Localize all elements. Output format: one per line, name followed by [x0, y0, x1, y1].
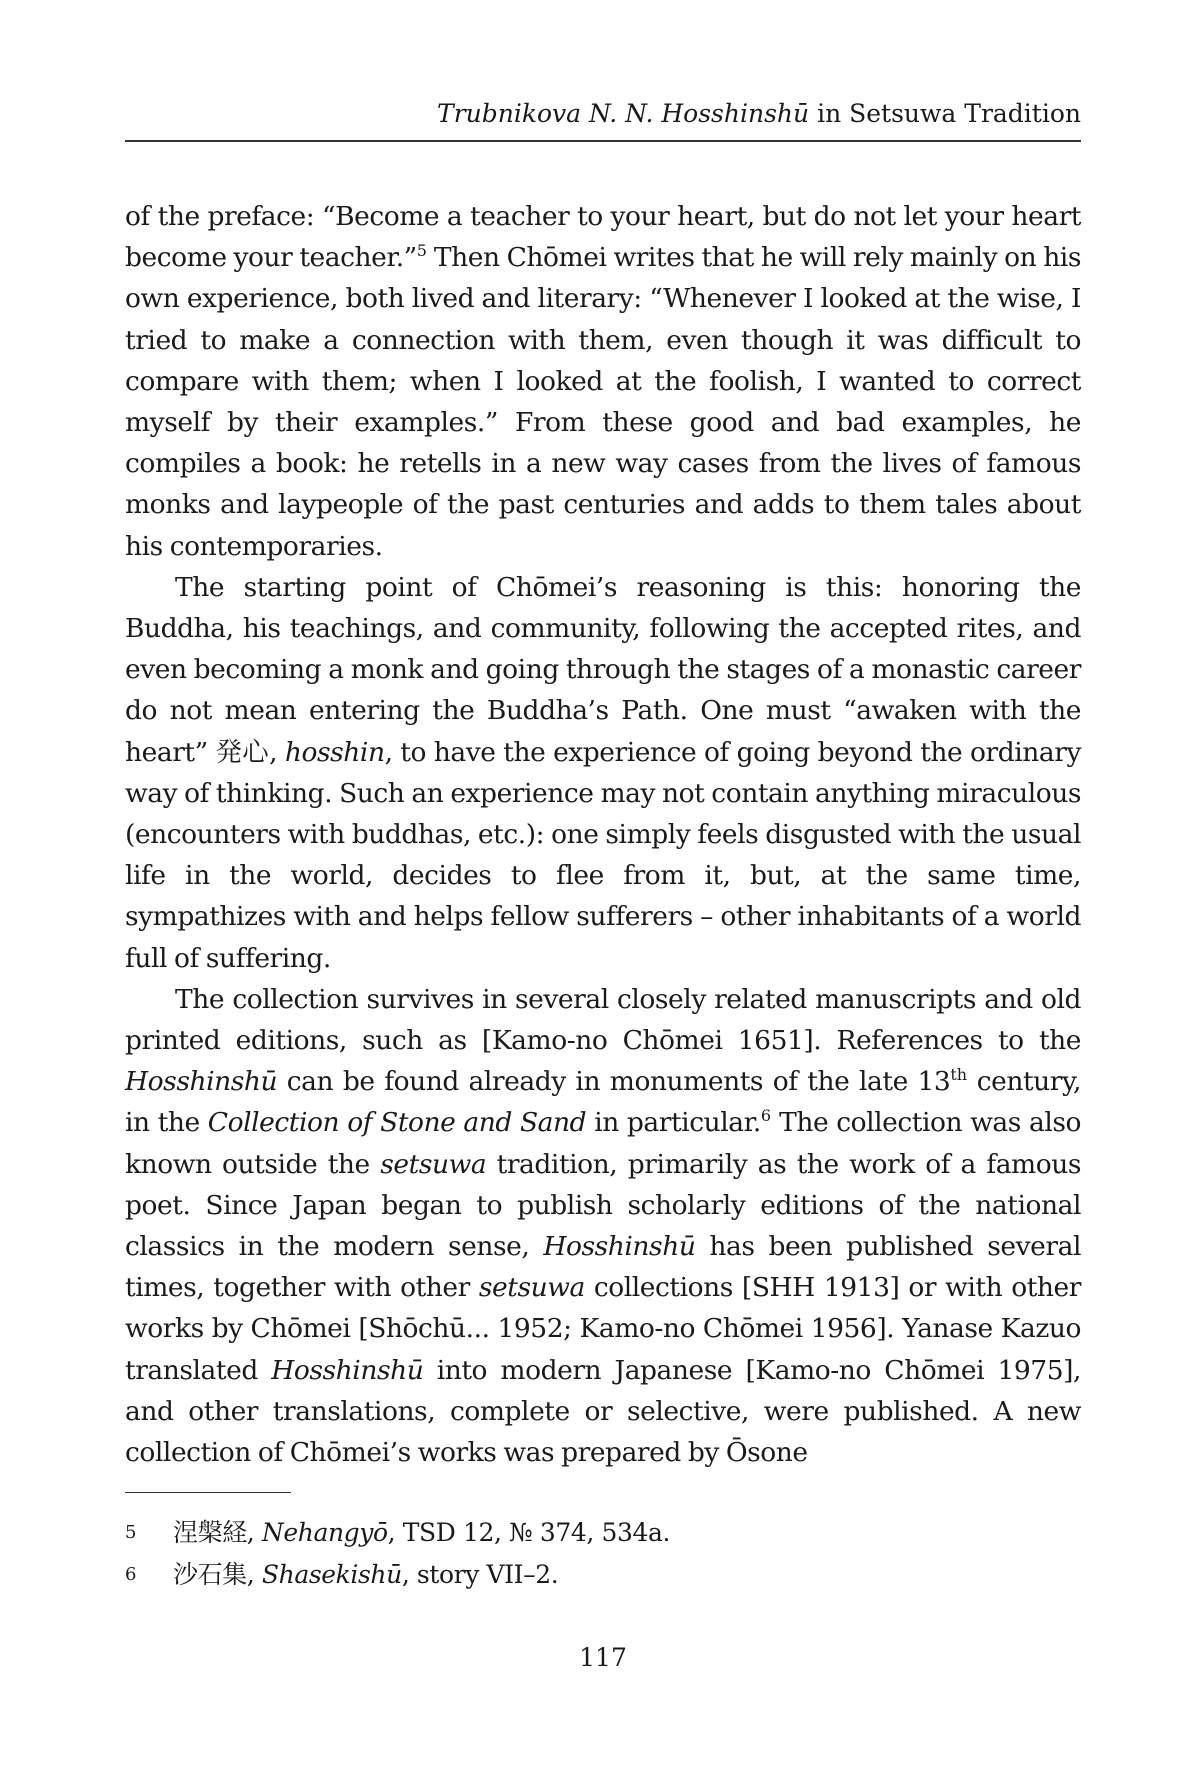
body-text	[125, 196, 1081, 1473]
page-number: 117	[579, 1643, 627, 1672]
p3-text-6: tradition, primarily as the work of a famous poet. Since Japan began to publish scholarly editions of the national classics in the modern sense,	[125, 1148, 1082, 1263]
running-header	[437, 97, 1081, 131]
footnote-reference: , story VII–2.	[401, 1560, 559, 1589]
footnote-title: Shasekishū	[261, 1560, 402, 1589]
p3-text-2: can be found already in monuments of the late 13	[277, 1066, 951, 1098]
p3-term-1: Hosshinshū	[125, 1066, 278, 1098]
p3-text-1: The collection survives in several closely related manuscripts and old printed editions, such as [Kamo-no Chōmei 1651]. References to the	[125, 983, 1081, 1057]
paragraph-2	[125, 567, 1081, 979]
p2-term-hosshin: hosshin	[284, 736, 385, 768]
paragraph-3	[125, 979, 1081, 1473]
footnote-rule	[125, 1492, 291, 1493]
p3-term-4: Hosshinshū	[543, 1231, 696, 1263]
footnote-number: 5	[125, 1522, 137, 1543]
footnote-kanji: 沙石集,	[173, 1560, 262, 1589]
p2-text-2: , to have the experience of going beyond the ordinary way of thinking. Such an experience may not contain anything miraculous (encounters with buddhas, etc.): one simply feels disgusted with the usual life in the world, decides to flee from it, but, at the same time, sympathizes with and helps fellow sufferers – other inhabitants of a world full of suffering.	[125, 736, 1082, 974]
footnote-number: 6	[125, 1564, 137, 1585]
footnote-kanji: 涅槃経,	[173, 1518, 262, 1547]
p1-text-2: Then Chōmei writes that he will rely mainly on his own experience, both lived and literary: “Whenever I looked at the wise, I tried to make a connection with them, even though it was difficult to compare with them; when I looked at the foolish, I wanted to correct myself by their examples.” From these good and bad examples, he compiles a book: he retells in a new way cases from the lives of famous monks and laypeople of the past centuries and adds to them tales about his contemporaries.	[125, 242, 1081, 562]
p2-text-1: The starting point of Chōmei’s reasoning is this: honoring the Buddha, his teachings, and community, following the accepted rites, and even becoming a monk and going through the stages of a monastic career do not mean entering the Buddha’s Path. One must “awaken with the heart” 発心,	[125, 571, 1081, 768]
p3-text-4: in particular.	[586, 1107, 761, 1139]
p3-text-3: century, in the	[125, 1066, 1081, 1139]
p3-term-5: setsuwa	[478, 1272, 585, 1304]
p1-text-1: of the preface: “Become a teacher to your heart, but do not let your heart become your teacher.”	[125, 201, 1081, 274]
paragraph-1	[125, 196, 1081, 567]
p3-text-5: The collection was also known outside the	[125, 1107, 1081, 1180]
header-author: Trubnikova N. N.	[437, 99, 654, 128]
document-page	[125, 0, 1081, 1780]
footnote-ref-6[interactable]: 6	[760, 1106, 772, 1126]
p3-text-7: has been published several times, together with other	[125, 1231, 1081, 1304]
header-title-emphasis: Hosshinshū	[661, 99, 810, 128]
p3-term-6: Hosshinshū	[271, 1354, 424, 1386]
header-rule	[125, 140, 1081, 142]
p3-text-8: collections [SHH 1913] or with other works by Chōmei [Shōchū... 1952; Kamo-no Chōmei 1956]. Yanase Kazuo translated	[125, 1272, 1081, 1386]
footnote-5	[125, 1512, 1081, 1554]
p3-text-9: into modern Japanese [Kamo-no Chōmei 1975], and other translations, complete or selective, were published. A new collection of Chōmei’s works was prepared by Ōsone	[125, 1354, 1081, 1469]
header-title-rest: in Setsuwa Tradition	[809, 99, 1081, 128]
p3-term-3: setsuwa	[380, 1148, 487, 1180]
footnote-title: Nehangyō	[261, 1518, 388, 1547]
footnote-ref-5[interactable]: 5	[416, 241, 427, 261]
footnote-reference: , TSD 12, № 374, 534a.	[387, 1518, 671, 1547]
p3-term-2: Collection of Stone and Sand	[207, 1107, 587, 1139]
footnote-6	[125, 1554, 1081, 1596]
footnotes	[125, 1512, 1081, 1596]
ordinal-suffix: th	[950, 1065, 968, 1085]
